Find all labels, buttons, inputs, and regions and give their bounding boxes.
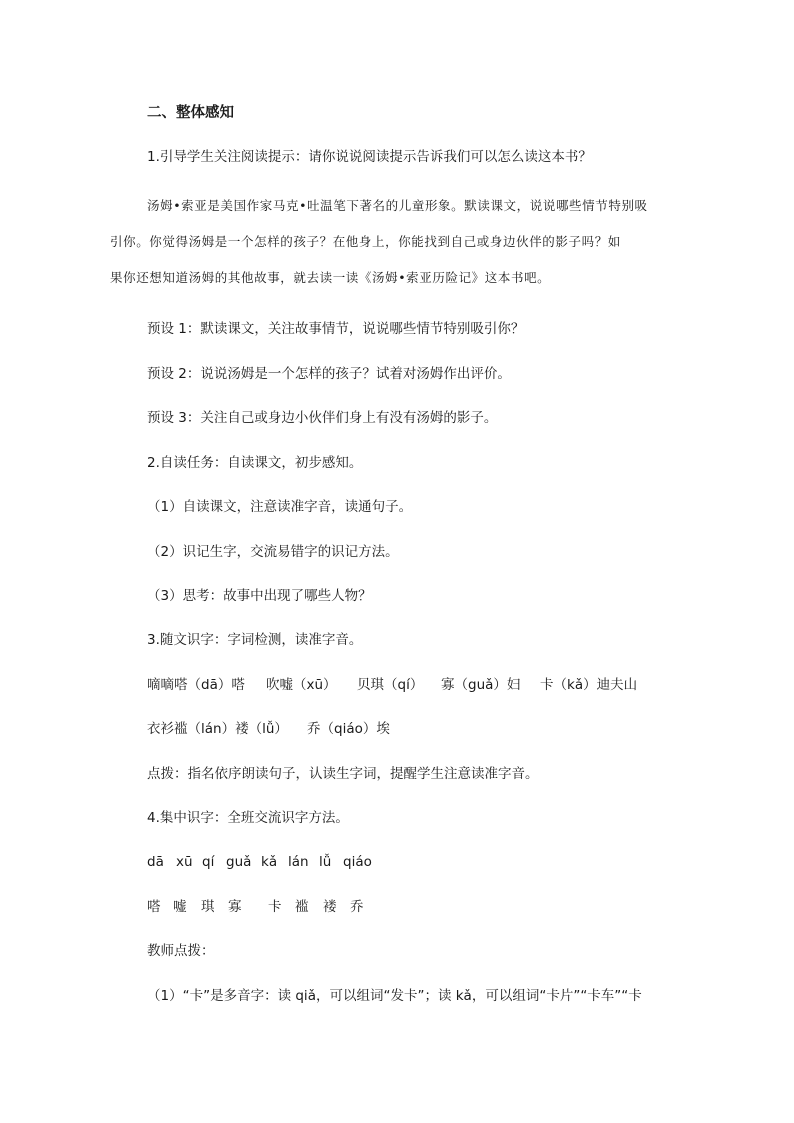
char: 褴 [295, 899, 309, 915]
pinyin: qiáo [343, 854, 372, 870]
char: 褛 [323, 899, 337, 915]
word: 嘀嘀嗒（dā）嗒 [147, 677, 245, 693]
preset-2: 预设 2：说说汤姆是一个怎样的孩子？试着对汤姆作出评价。 [147, 366, 511, 382]
word: 卡（kǎ）迪夫山 [540, 677, 638, 693]
word: 寡（guǎ）妇 [441, 677, 521, 693]
teacher-tip: 教师点拨： [147, 943, 215, 959]
pinyin: guǎ [226, 854, 252, 870]
task-1: （1）自读课文，注意读准字音，读通句子。 [147, 499, 413, 515]
word: 吹嘘（xū） [266, 677, 337, 693]
char: 嗒 [147, 899, 161, 915]
word: 贝琪（qí） [357, 677, 424, 693]
pinyin: xū [176, 854, 193, 870]
char: 卡 [268, 899, 282, 915]
item-1: 1.引导学生关注阅读提示：请你说说阅读提示告诉我们可以怎么读这本书？ [147, 149, 592, 165]
pinyin: lán [288, 854, 309, 870]
task-3: （3）思考：故事中出现了哪些人物？ [147, 588, 372, 604]
intro-line-2: 引你。你觉得汤姆是一个怎样的孩子？在他身上，你能找到自己或身边伙伴的影子吗？如 [110, 234, 621, 249]
pinyin: kǎ [261, 854, 278, 870]
word: 衣衫褴（lán）褛（lǚ） [147, 721, 288, 737]
section-title: 二、整体感知 [147, 105, 234, 121]
intro-line-3: 果你还想知道汤姆的其他故事，就去读一读《汤姆•索亚历险记》这本书吧。 [110, 270, 551, 285]
pinyin: qí [202, 854, 215, 870]
preset-3: 预设 3：关注自己或身边小伙伴们身上有没有汤姆的影子。 [147, 410, 498, 426]
char: 嘘 [173, 899, 187, 915]
item-3: 3.随文识字：字词检测，读准字音。 [147, 632, 363, 648]
pinyin: dā [147, 854, 164, 870]
item-2: 2.自读任务：自读课文，初步感知。 [147, 455, 363, 471]
task-2: （2）识记生字，交流易错字的识记方法。 [147, 544, 399, 560]
preset-1: 预设 1：默读课文，关注故事情节，说说哪些情节特别吸引你？ [147, 321, 525, 337]
intro-line-1: 汤姆•索亚是美国作家马克•吐温笔下著名的儿童形象。默读课文，说说哪些情节特别吸 [147, 198, 648, 213]
char: 琪 [201, 899, 215, 915]
pinyin: lǚ [319, 854, 332, 870]
note-1: （1）“卡”是多音字：读 qiǎ，可以组词“发卡”；读 kǎ，可以组词“卡片”“卡车”“卡 [147, 988, 642, 1004]
item-4: 4.集中识字：全班交流识字方法。 [147, 810, 349, 826]
word: 乔（qiáo）埃 [307, 721, 390, 737]
tip: 点拨：指名依序朗读句子，认读生字词，提醒学生注意读准字音。 [147, 766, 539, 782]
char: 寡 [228, 899, 242, 915]
char: 乔 [350, 899, 364, 915]
